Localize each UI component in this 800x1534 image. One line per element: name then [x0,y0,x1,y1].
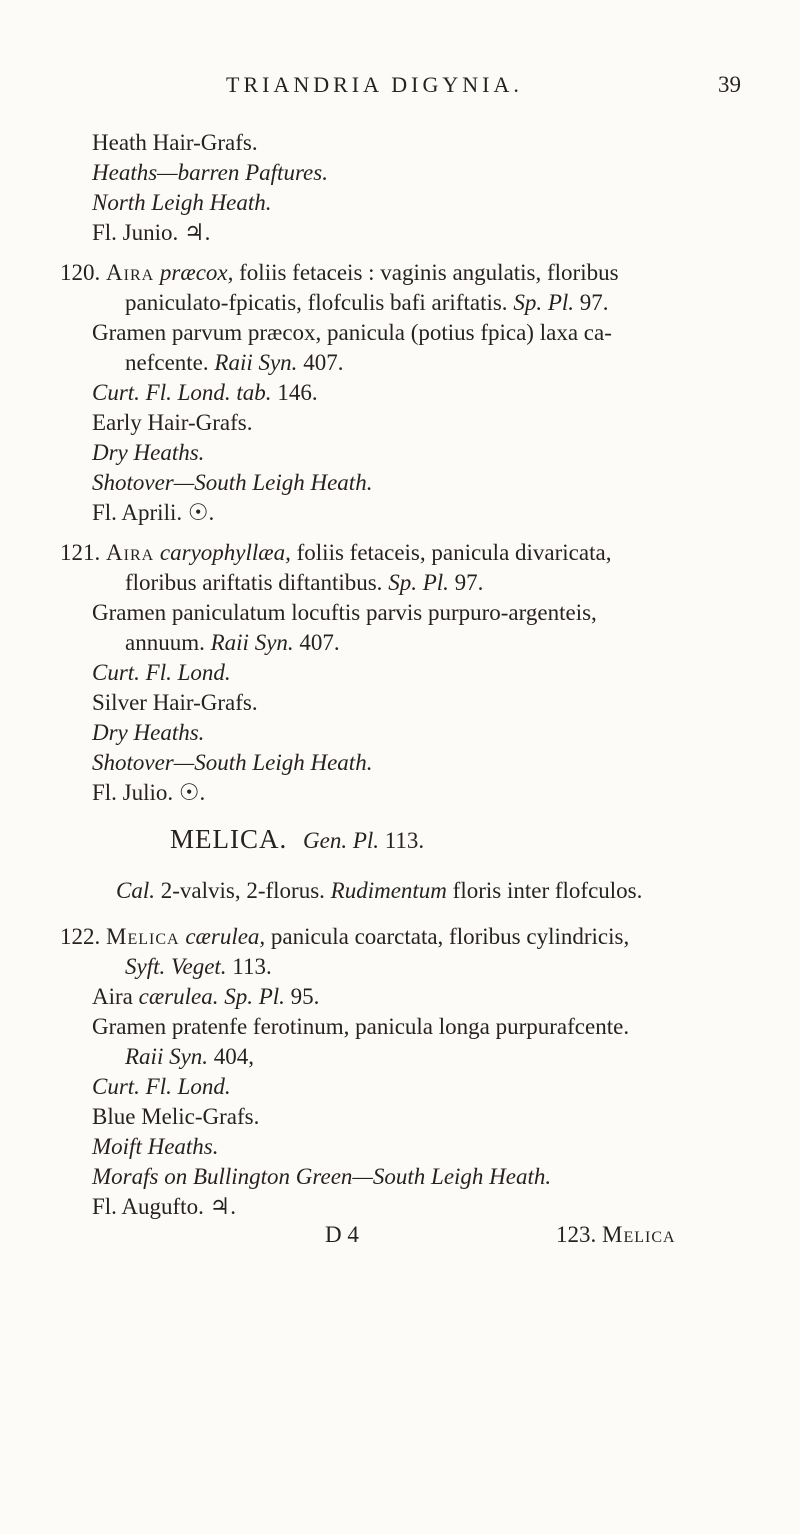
entry-122-line-5 [125,1042,254,1072]
entry-120-line-2 [125,288,609,318]
common-name: Blue Melic-Grafs. [92,1104,260,1129]
species-name: cærulea, [185,924,266,949]
habitat: Dry Heaths. [92,720,205,745]
entry-number: 120. [60,260,101,285]
signature-mark: D 4 [325,1222,359,1247]
running-header: TRIANDRIA DIGYNIA. [226,72,523,97]
rudiment-label: Rudimentum [330,878,447,903]
genus-title: MELICA. [170,824,288,854]
species-name: præcox, [159,260,234,285]
flowering: Fl. Junio. ♃. [92,220,211,245]
catchword [556,1220,676,1250]
reference: Sp. Pl. [513,290,575,315]
reference: Curt. Fl. Lond. [92,1074,231,1099]
reference: Gen. Pl. [303,828,380,853]
reference: Raii Syn. [210,630,294,655]
description: foliis fetaceis, panicula divaricata, [296,540,612,565]
reference: Raii Syn. [125,1044,209,1069]
reference-page: 407. [303,350,344,375]
reference: Raii Syn. [214,350,298,375]
reference-page: 113. [384,828,425,853]
entry-120-line-5 [92,378,318,408]
genus-character [116,876,642,906]
genus-name: Aira [106,540,155,565]
reference: Curt. Fl. Lond. [92,660,231,685]
entry-121-line-4 [125,628,340,658]
page-number: 39 [718,72,741,97]
genus-name: Aira [106,260,155,285]
entry-number: 121. [60,540,101,565]
rudiment-description: floris inter flofculos. [452,878,643,903]
species-name: caryophyllæa, [159,540,291,565]
synonym-reference: cærulea. Sp. Pl. [138,984,285,1009]
flowering: Fl. Aprili. ☉. [92,500,215,525]
genus-name: Melica [106,924,180,949]
description: panicula coarctata, floribus cylindricis, [270,924,630,949]
locality: Shotover—South Leigh Heath. [92,750,373,775]
habitat: Moift Heaths. [92,1134,219,1159]
calyx-label: Cal. [116,878,155,903]
entry-122-line-4: Gramen pratenfe ferotinum, panicula longa purpurafcente. [92,1014,630,1039]
reference-page: 95. [290,984,320,1009]
habitat: Heaths—barren Paftures. [92,160,328,185]
flowering: Fl. Julio. ☉. [92,780,206,805]
description: floribus ariftatis diftantibus. [125,570,383,595]
description: foliis fetaceis : vaginis angulatis, floribus [239,260,619,285]
description: annuum. [125,630,205,655]
catchword-number: 123. [556,1222,597,1247]
entry-120-line-3: Gramen parvum præcox, panicula (potius fpica) laxa ca- [92,320,612,345]
reference: Syft. Veget. [125,954,227,979]
description: paniculato-fpicatis, flofculis bafi ariftatis. [125,290,508,315]
entry-122-line-1 [60,922,629,952]
entry-121-line-2 [125,568,483,598]
common-name: Heath Hair-Grafs. [92,130,258,155]
reference-page: 97. [454,570,484,595]
flowering: Fl. Augufto. ♃. [92,1194,236,1219]
entry-120-line-4 [125,348,343,378]
genus-heading [170,824,424,856]
locality: Morafs on Bullington Green—South Leigh Heath. [92,1164,552,1189]
reference: Curt. Fl. Lond. tab. [92,380,272,405]
entry-120-line-1 [60,258,619,288]
reference-page: 97. [579,290,609,315]
locality: North Leigh Heath. [92,190,272,215]
entry-121-line-3: Gramen paniculatum locuftis parvis purpuro-argenteis, [92,600,597,625]
reference-page: 113. [232,954,272,979]
entry-122-line-2 [125,952,272,982]
common-name: Early Hair-Grafs. [92,410,253,435]
reference-page: 407. [299,630,340,655]
synonym-genus: Aira [92,984,133,1009]
reference: Sp. Pl. [388,570,449,595]
catchword-text: Melica [602,1222,676,1247]
habitat: Dry Heaths. [92,440,205,465]
description: nefcente. [125,350,209,375]
reference-page: 146. [277,380,318,405]
calyx-description: 2-valvis, 2-florus. [160,878,325,903]
entry-122-line-3 [92,982,319,1012]
reference-page: 404, [213,1044,255,1069]
entry-121-line-1 [60,538,611,568]
locality: Shotover—South Leigh Heath. [92,470,373,495]
entry-number: 122. [60,924,101,949]
common-name: Silver Hair-Grafs. [92,690,258,715]
